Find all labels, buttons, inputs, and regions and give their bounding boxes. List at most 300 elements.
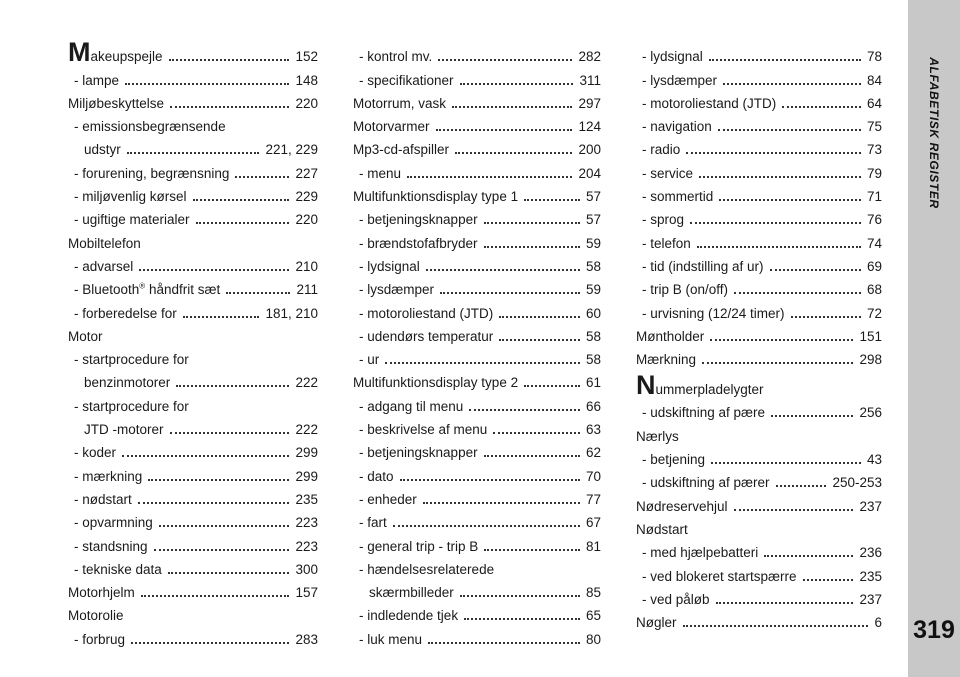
letter-heading: M (68, 37, 91, 68)
index-term-text: - motoroliestand (JTD) (642, 95, 777, 111)
index-entry (353, 298, 601, 321)
index-entry (636, 561, 882, 584)
index-term (359, 212, 478, 228)
page-reference[interactable]: 75 (866, 119, 882, 135)
dot-leader (734, 292, 861, 294)
page-reference[interactable]: 73 (866, 142, 882, 158)
dot-leader (697, 246, 861, 248)
dot-leader (718, 129, 861, 131)
index-term-text: Mobiltelefon (68, 235, 141, 251)
index-term-text: - ur (359, 352, 380, 368)
page-reference[interactable]: 70 (585, 468, 601, 484)
index-entry (353, 391, 601, 414)
index-entry (68, 624, 318, 647)
dot-leader (524, 199, 580, 201)
page-reference[interactable]: 67 (585, 515, 601, 531)
index-term (74, 632, 125, 648)
index-term-text: - betjeningsknapper (359, 212, 478, 228)
index-term (636, 370, 764, 401)
index-entry (353, 42, 601, 65)
dot-leader (716, 602, 854, 604)
index-entry (353, 182, 601, 205)
index-term-text: - mærkning (74, 468, 143, 484)
index-term (359, 73, 454, 89)
index-term-text: - startprocedure for (74, 398, 189, 414)
index-term (359, 539, 478, 555)
index-column-1 (68, 37, 318, 648)
index-term (74, 306, 177, 322)
index-term (642, 119, 712, 135)
dot-leader (499, 339, 580, 341)
page-reference[interactable]: 77 (585, 491, 601, 507)
page-reference[interactable]: 58 (585, 328, 601, 344)
index-entry (636, 322, 882, 345)
page-reference[interactable]: 72 (866, 305, 882, 321)
index-term (636, 429, 679, 445)
dot-leader (710, 339, 853, 341)
index-term-text: - forbrug (74, 631, 126, 647)
index-term (642, 259, 764, 275)
index-term-text: ummerpladelygter (655, 382, 764, 398)
page-reference[interactable]: 250-253 (832, 475, 882, 491)
index-entry (353, 368, 601, 391)
index-term-text: - sommertid (642, 189, 714, 205)
index-term (359, 236, 478, 252)
index-term (74, 399, 189, 415)
index-term-text: - sprog (642, 212, 685, 228)
page-reference[interactable]: 222 (295, 375, 318, 391)
index-term (642, 452, 705, 468)
index-term-text: - adgang til menu (359, 398, 464, 414)
page-reference[interactable]: 237 (859, 591, 882, 607)
index-term (68, 329, 103, 345)
index-term (359, 259, 420, 275)
index-entry (636, 89, 882, 112)
index-term-text: - trip B (on/off) (642, 282, 729, 298)
page-reference[interactable]: 282 (578, 49, 601, 65)
dot-leader (436, 129, 573, 131)
index-entry (68, 275, 318, 298)
dot-leader (469, 409, 580, 411)
dot-leader (176, 385, 289, 387)
index-term (74, 515, 153, 531)
dot-leader (734, 509, 854, 511)
index-term (359, 632, 422, 648)
index-entry (68, 508, 318, 531)
index-term (359, 399, 463, 415)
index-term-text: - udskiftning af pære (642, 405, 766, 421)
page-reference[interactable]: 200 (578, 142, 601, 158)
index-entry (68, 252, 318, 275)
dot-leader (438, 59, 572, 61)
page-reference[interactable]: 221, 229 (265, 142, 318, 158)
index-term-text: Motorolie (68, 608, 124, 624)
index-term-text: - ved påløb (642, 591, 710, 607)
index-term (74, 212, 190, 228)
index-term (74, 539, 148, 555)
index-term (642, 592, 710, 608)
index-term-text: JTD -motorer (84, 422, 164, 438)
dot-leader (460, 595, 580, 597)
page-reference[interactable]: 84 (866, 72, 882, 88)
dot-leader (484, 222, 580, 224)
index-term-text-cont: håndfrit sæt (145, 282, 221, 298)
page-reference[interactable]: 236 (859, 545, 882, 561)
index-term-text: - general trip - trip B (359, 538, 479, 554)
index-term (353, 96, 446, 112)
index-entry (68, 228, 318, 251)
index-term-text: - radio (642, 142, 681, 158)
index-term-text: - motoroliestand (JTD) (359, 305, 494, 321)
index-term-text: Multifunktionsdisplay type 1 (353, 189, 519, 205)
index-term-text: Nøgler (636, 615, 677, 631)
page-reference[interactable]: 220 (295, 212, 318, 228)
index-term (68, 37, 163, 68)
index-entry (353, 65, 601, 88)
index-term (359, 515, 387, 531)
dot-leader (686, 152, 861, 154)
index-term (74, 352, 189, 368)
index-term-text: Motorhjelm (68, 585, 135, 601)
index-term-text: - lydsignal (359, 258, 420, 274)
index-term-text: - koder (74, 445, 117, 461)
index-entry (353, 322, 601, 345)
index-term (642, 189, 713, 205)
index-entry (68, 205, 318, 228)
index-term (359, 306, 493, 322)
index-entry (636, 538, 882, 561)
index-term-text: akeupspejle (90, 49, 163, 65)
page-reference[interactable]: 227 (295, 165, 318, 181)
index-term-text: - hændelsesrelaterede (359, 561, 495, 577)
dot-leader (524, 385, 580, 387)
index-entry (636, 421, 882, 444)
dot-leader (139, 269, 289, 271)
index-entry (636, 112, 882, 135)
index-entry (68, 601, 318, 624)
page-reference[interactable]: 220 (295, 95, 318, 111)
index-term (74, 445, 116, 461)
index-term (642, 405, 765, 421)
page-reference[interactable]: 79 (866, 165, 882, 181)
dot-leader (138, 502, 290, 504)
index-term-text: - service (642, 165, 694, 181)
dot-leader (440, 292, 580, 294)
index-term-text: - nødstart (74, 491, 132, 507)
dot-leader (776, 485, 827, 487)
index-term (636, 522, 688, 538)
dot-leader (428, 642, 580, 644)
index-column-3 (636, 42, 882, 631)
index-term-text: - specifikationer (359, 72, 454, 88)
index-term (68, 608, 124, 624)
index-term-text: benzinmotorer (84, 375, 171, 391)
dot-leader (393, 525, 580, 527)
index-term-text: - advarsel (74, 258, 134, 274)
index-entry (636, 252, 882, 275)
index-term (68, 236, 141, 252)
index-entry (68, 531, 318, 554)
index-term (74, 73, 119, 89)
index-entry (636, 368, 882, 401)
index-term-text: Motorrum, vask (353, 95, 447, 111)
dot-leader (723, 83, 861, 85)
dot-leader (148, 479, 289, 481)
index-entry (68, 182, 318, 205)
index-term (359, 422, 487, 438)
index-entry (353, 624, 601, 647)
index-term (642, 236, 691, 252)
page-reference[interactable]: 69 (866, 258, 882, 274)
page-reference[interactable]: 210 (295, 258, 318, 274)
page-reference[interactable]: 223 (295, 515, 318, 531)
section-tab-label: ALFABETISK REGISTER (927, 57, 941, 209)
dot-leader (484, 549, 580, 551)
index-term-text: - navigation (642, 119, 712, 135)
page-reference[interactable]: 211 (296, 282, 318, 298)
page-reference[interactable]: 283 (295, 631, 318, 647)
index-term-text: - miljøvenlig kørsel (74, 189, 187, 205)
index-term-text: - beskrivelse af menu (359, 422, 488, 438)
index-entry (68, 345, 318, 368)
index-term-text: - startprocedure for (74, 352, 189, 368)
index-term (74, 166, 229, 182)
page-reference[interactable]: 299 (295, 445, 318, 461)
page-reference[interactable]: 58 (585, 352, 601, 368)
index-entry (353, 601, 601, 624)
page-reference[interactable]: 59 (585, 235, 601, 251)
page-reference[interactable]: 311 (579, 72, 601, 88)
page-reference[interactable]: 66 (585, 398, 601, 414)
index-term-text: - lydsignal (642, 49, 703, 65)
page-reference[interactable]: 299 (295, 468, 318, 484)
page-reference[interactable]: 152 (295, 49, 318, 65)
dot-leader (455, 152, 572, 154)
index-entry (353, 89, 601, 112)
page-reference[interactable]: 43 (866, 452, 882, 468)
index-entry (68, 555, 318, 578)
index-entry (636, 228, 882, 251)
index-term (642, 49, 703, 65)
page-reference[interactable]: 181, 210 (265, 305, 318, 321)
index-entry (636, 515, 882, 538)
page-reference[interactable]: 148 (295, 72, 318, 88)
page-number: 319 (913, 616, 955, 644)
index-entry (636, 275, 882, 298)
dot-leader (493, 432, 580, 434)
index-entry (353, 461, 601, 484)
page-reference[interactable]: 65 (585, 608, 601, 624)
index-term-text: - enheder (359, 491, 417, 507)
page-reference[interactable]: 76 (866, 212, 882, 228)
dot-leader (122, 455, 289, 457)
index-entry (353, 555, 601, 578)
index-term (359, 329, 493, 345)
dot-leader (125, 83, 289, 85)
index-term-text: Møntholder (636, 328, 705, 344)
dot-leader (407, 176, 572, 178)
index-entry (68, 37, 318, 68)
index-term-text: - telefon (642, 235, 691, 251)
dot-leader (159, 525, 290, 527)
page-reference[interactable]: 71 (866, 189, 882, 205)
page-reference[interactable]: 256 (859, 405, 882, 421)
index-term (74, 562, 162, 578)
page-reference[interactable]: 298 (859, 352, 882, 368)
index-term-text: - med hjælpebatteri (642, 545, 759, 561)
dot-leader (702, 362, 853, 364)
dot-leader (170, 106, 289, 108)
index-term (353, 189, 518, 205)
index-term (642, 212, 684, 228)
index-term (359, 469, 394, 485)
page-reference[interactable]: 229 (295, 189, 318, 205)
index-term-text: Nærlys (636, 428, 679, 444)
index-entry (68, 485, 318, 508)
page-reference[interactable]: 237 (859, 498, 882, 514)
page-reference[interactable]: 57 (585, 212, 601, 228)
dot-leader (690, 222, 861, 224)
index-term (353, 119, 430, 135)
index-entry (636, 608, 882, 631)
index-term (68, 585, 135, 601)
index-entry (68, 89, 318, 112)
dot-leader (764, 555, 853, 557)
index-entry (636, 65, 882, 88)
index-term-text: - fart (359, 515, 387, 531)
letter-heading: N (636, 370, 656, 401)
page-reference[interactable]: 124 (578, 119, 601, 135)
page-reference[interactable]: 59 (585, 282, 601, 298)
index-column-2 (353, 42, 601, 648)
index-entry (353, 345, 601, 368)
index-term-text: - lysdæmper (642, 72, 718, 88)
page-reference[interactable]: 74 (866, 235, 882, 251)
index-term-text: - tekniske data (74, 561, 162, 577)
index-entry (636, 42, 882, 65)
index-entry (636, 135, 882, 158)
dot-leader (196, 222, 290, 224)
page-reference[interactable]: 81 (585, 538, 601, 554)
index-term (642, 545, 758, 561)
page-reference[interactable]: 61 (585, 375, 601, 391)
dot-leader (484, 246, 580, 248)
index-term-text: Nødreservehjul (636, 498, 728, 514)
index-entry (68, 158, 318, 181)
index-term (642, 282, 728, 298)
page-reference[interactable]: 68 (866, 282, 882, 298)
index-entry (68, 461, 318, 484)
dot-leader (193, 199, 290, 201)
dot-leader (183, 316, 260, 318)
index-term (636, 352, 696, 368)
index-entry (636, 298, 882, 321)
index-term-text: - indledende tjek (359, 608, 459, 624)
index-entry (353, 205, 601, 228)
page-reference[interactable]: 151 (859, 328, 882, 344)
dot-leader (452, 106, 572, 108)
page-reference[interactable]: 204 (578, 165, 601, 181)
dot-leader (423, 502, 580, 504)
index-entry (353, 252, 601, 275)
index-entry (353, 415, 601, 438)
page-reference[interactable]: 297 (578, 95, 601, 111)
index-entry (636, 491, 882, 514)
dot-leader (131, 642, 289, 644)
index-term-text: - standsning (74, 538, 148, 554)
page-reference[interactable]: 223 (295, 538, 318, 554)
index-entry (68, 415, 318, 438)
index-term (359, 282, 434, 298)
index-entry (353, 158, 601, 181)
index-entry (68, 391, 318, 414)
index-term (359, 608, 458, 624)
dot-leader (499, 316, 580, 318)
page-reference[interactable]: 300 (295, 561, 318, 577)
index-entry (636, 345, 882, 368)
index-term (84, 142, 121, 158)
dot-leader (168, 572, 290, 574)
dot-leader (484, 455, 580, 457)
page-reference[interactable]: 58 (585, 258, 601, 274)
page-reference[interactable]: 64 (866, 95, 882, 111)
index-term (636, 615, 677, 631)
index-entry (353, 508, 601, 531)
index-term-text: Mp3-cd-afspiller (353, 142, 450, 158)
page-reference[interactable]: 157 (295, 585, 318, 601)
index-term (636, 499, 728, 515)
index-entry (636, 182, 882, 205)
dot-leader (400, 479, 580, 481)
index-entry (636, 585, 882, 608)
page-reference[interactable]: 80 (585, 631, 601, 647)
dot-leader (385, 362, 580, 364)
index-term-text: - urvisning (12/24 timer) (642, 305, 785, 321)
dot-leader (771, 415, 853, 417)
dot-leader (460, 83, 574, 85)
page-reference[interactable]: 235 (859, 568, 882, 584)
index-term-text: - Bluetooth (74, 282, 140, 298)
page-reference[interactable]: 62 (585, 445, 601, 461)
index-term-text: - opvarmning (74, 515, 153, 531)
index-term-text: - udskiftning af pærer (642, 475, 770, 491)
dot-leader (127, 152, 260, 154)
index-term (369, 585, 454, 601)
page-reference[interactable]: 57 (585, 189, 601, 205)
page-reference[interactable]: 6 (874, 615, 882, 631)
index-term (353, 375, 518, 391)
index-term-text: Miljøbeskyttelse (68, 95, 165, 111)
page-reference[interactable]: 78 (866, 49, 882, 65)
index-term (359, 562, 494, 578)
page-reference[interactable]: 63 (585, 422, 601, 438)
page-reference[interactable]: 222 (295, 422, 318, 438)
dot-leader (169, 59, 290, 61)
page-reference[interactable]: 85 (585, 585, 601, 601)
dot-leader (154, 549, 290, 551)
index-term (642, 166, 693, 182)
index-entry (636, 468, 882, 491)
index-term-text: - menu (359, 165, 402, 181)
page-reference[interactable]: 60 (585, 305, 601, 321)
index-term (74, 259, 133, 275)
page-reference[interactable]: 235 (295, 491, 318, 507)
index-term-text: - forberedelse for (74, 305, 177, 321)
index-term (353, 142, 449, 158)
dot-leader (141, 595, 290, 597)
index-entry (353, 112, 601, 135)
dot-leader (699, 176, 861, 178)
